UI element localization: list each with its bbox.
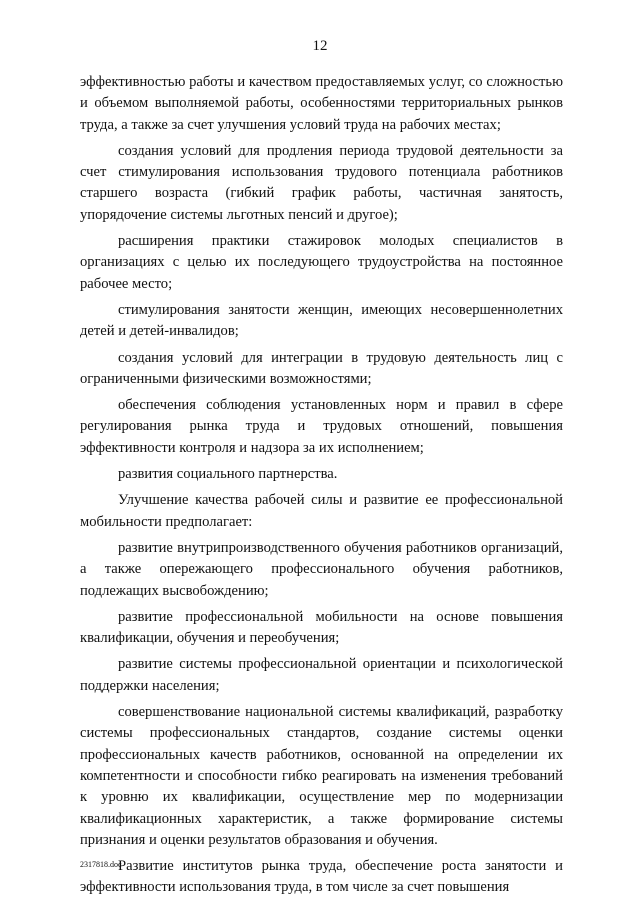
paragraph-10: развитие профессиональной мобильности на основе повышения квалификации, обучения и переобучения; <box>80 608 563 647</box>
paragraph-8: Улучшение качества рабочей силы и развитие ее профессиональной мобильности предполагает: <box>80 492 563 530</box>
paragraph-11: развитие системы профессиональной ориентации и психологической поддержки населения; <box>80 656 563 694</box>
paragraph-3: расширения практики стажировок молодых специалистов в организациях с целью их последующего трудоустройства на постоянное рабочее место; <box>80 233 563 292</box>
page-number: 12 <box>312 38 328 54</box>
paragraph-4: стимулирования занятости женщин, имеющих несовершеннолетних детей и детей-инвалидов; <box>80 301 563 340</box>
paragraph-7: развития социального партнерства. <box>118 466 338 483</box>
paragraph-1: эффективностью работы и качеством предоставляемых услуг, со сложностью и объемом выполняемой работы, особенностями территориальных рынков труда, а также за счет улучшения условий труда на рабочих местах; <box>80 74 563 133</box>
paragraph-12: совершенствование национальной системы квалификаций, разработку системы профессиональных стандартов, создание системы оценки профессиональных качеств работников, основанной на определении их компетентности и способности гибко реагировать на изменения требований к уровню их квалификации, осуществление мер по модернизации квалификационных характеристик, а также формирование системы признания и оценки результатов образования и обучения. <box>80 704 563 848</box>
document-body <box>80 72 563 899</box>
paragraph-6: обеспечения соблюдения установленных норм и правил в сфере регулирования рынка труда и трудовых отношений, повышения эффективности контроля и надзора за их исполнением; <box>80 397 563 456</box>
paragraph-2: создания условий для продления периода трудовой деятельности за счет стимулирования использования трудового потенциала работников старшего возраста (гибкий график работы, частичная занятость, упорядочение системы льготных пенсий и другое); <box>80 142 563 223</box>
paragraph-9: развитие внутрипроизводственного обучения работников организаций, а также опережающего профессионального обучения работников, подлежащих высвобождению; <box>80 539 563 599</box>
paragraph-13: Развитие институтов рынка труда, обеспечение роста занятости и эффективности использования труда, в том числе за счет повышения <box>80 858 563 896</box>
paragraph-5: создания условий для интеграции в трудовую деятельность лиц с ограниченными физическими возможностями; <box>80 349 563 387</box>
file-name-footer: 2317818.doc <box>80 860 122 869</box>
